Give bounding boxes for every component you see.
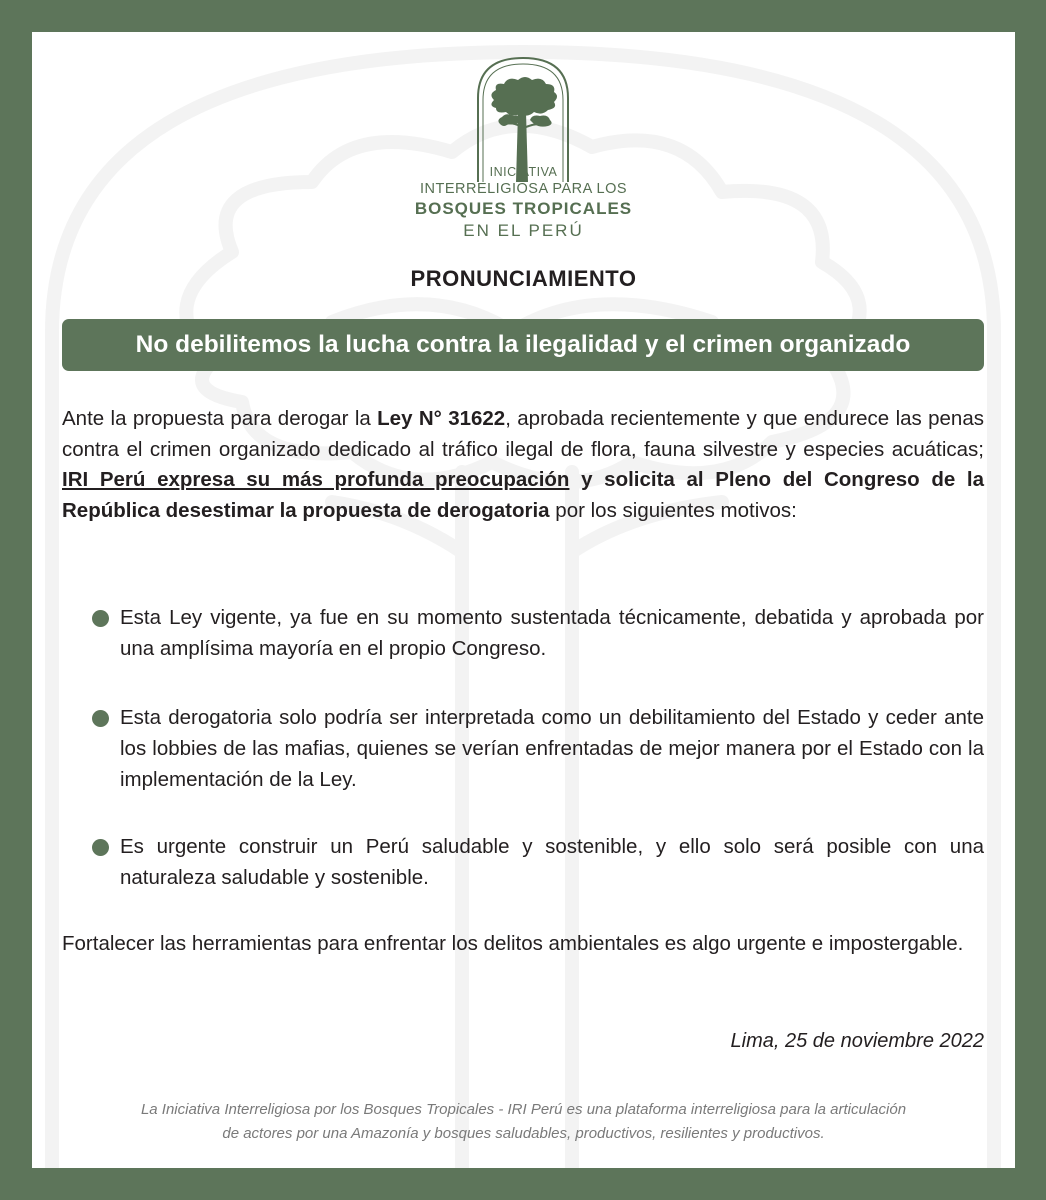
list-item-text: Esta derogatoria solo podría ser interpretada como un debilitamiento del Estado y ceder ante los lobbies de las mafias, quienes se verían enfrentadas de mejor manera por el Estado con la implementación de la Ley.: [120, 706, 984, 791]
list-item-text: Es urgente construir un Perú saludable y sostenible, y ello solo será posible con una naturaleza saludable y sostenible.: [120, 835, 984, 889]
org-name-line-1: INICIATIVA: [489, 165, 558, 179]
intro-underlined-statement: IRI Perú expresa su más profunda preocupación: [62, 468, 570, 491]
document-card: [32, 32, 1015, 1168]
org-name-line-2: INTERRELIGIOSA PARA LOS: [419, 181, 628, 197]
footnote-line-1: La Iniciativa Interreligiosa por los Bosques Tropicales - IRI Perú es una plataforma interreligiosa para la articulación: [140, 1101, 907, 1118]
title-banner-text: No debilitemos la lucha contra la ilegalidad y el crimen organizado: [135, 331, 911, 358]
list-item: [92, 602, 984, 664]
intro-paragraph: [62, 404, 984, 526]
list-item: [92, 831, 984, 893]
closing-paragraph: Fortalecer las herramientas para enfrentar los delitos ambientales es algo urgente e impostergable.: [62, 932, 964, 955]
footnote: [52, 1098, 995, 1146]
document-date: Lima, 25 de noviembre 2022: [730, 1030, 984, 1052]
bullet-dot-icon: [92, 710, 109, 727]
bullet-dot-icon: [92, 839, 109, 856]
org-name-line-3: BOSQUES TROPICALES: [414, 199, 633, 218]
document-heading: PRONUNCIAMIENTO: [410, 266, 637, 291]
intro-text-3: por los siguientes motivos:: [549, 498, 797, 522]
bullet-dot-icon: [92, 610, 109, 627]
law-reference: Ley N° 31622: [377, 407, 506, 430]
title-banner: [62, 319, 984, 371]
footnote-line-2: de actores por una Amazonía y bosques saludables, productivos, resilientes y productivos.: [222, 1125, 825, 1142]
intro-text-1: Ante la propuesta para derogar la: [62, 407, 378, 430]
intro-text-2: , aprobada recientemente y que endurece las penas contra el crimen organizado dedicado al tráfico ilegal de flora, fauna silvestre y especies acuáticas;: [62, 407, 984, 461]
intro-bold-request: y solicita al Pleno del Congreso de la República desestimar la propuesta de derogatoria: [62, 468, 984, 522]
list-item-text: Esta Ley vigente, ya fue en su momento sustentada técnicamente, debatida y aprobada por una amplísima mayoría en el propio Congreso.: [120, 606, 984, 660]
org-name-line-4: EN EL PERÚ: [463, 221, 584, 240]
list-item: [92, 702, 984, 795]
